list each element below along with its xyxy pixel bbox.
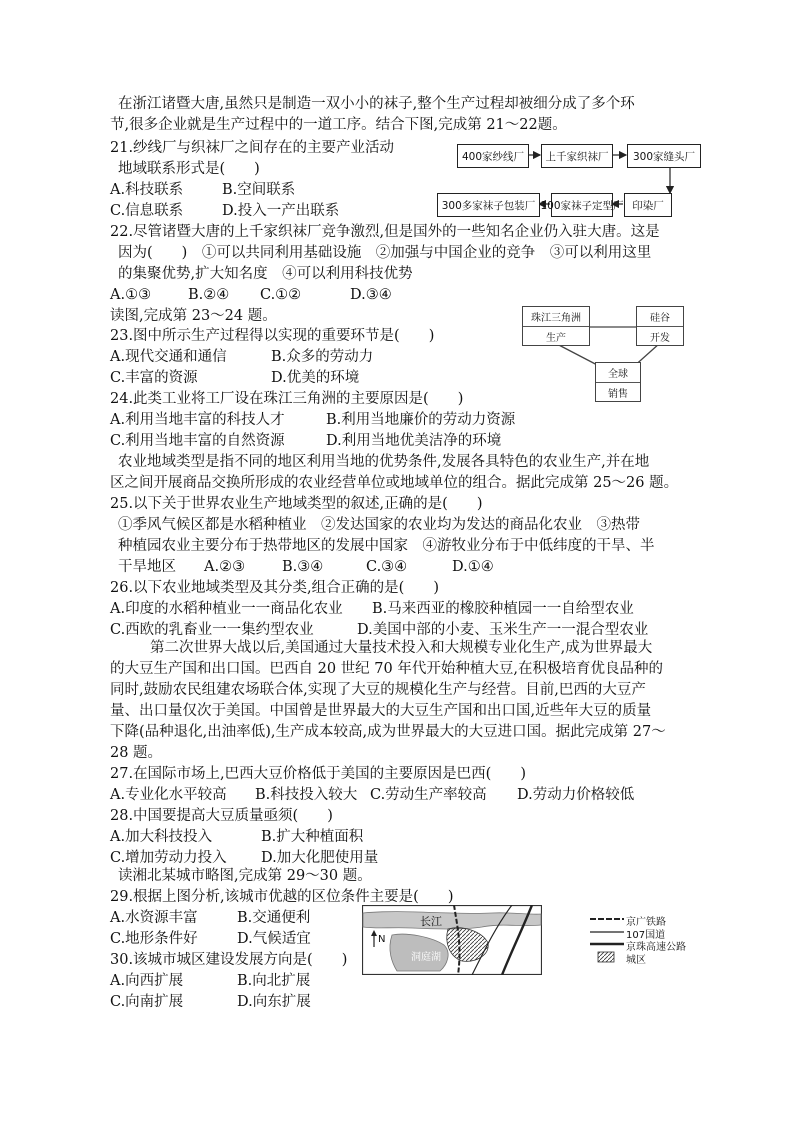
intro-29-30: 读湘北某城市略图,完成第 29～30 题。 bbox=[118, 868, 372, 884]
q22-option-c: C.①② bbox=[260, 287, 302, 303]
q21-option-d: D.投入一产出联系 bbox=[222, 203, 340, 219]
flow-box-yarn-factory: 400家纱线厂 bbox=[457, 144, 529, 168]
q28-option-d: D.加大化肥使用量 bbox=[261, 850, 379, 866]
q27-option-a: A.专业化水平较高 bbox=[110, 787, 227, 803]
q26-option-d: D.美国中部的小麦、玉米生产一一混合型农业 bbox=[357, 622, 649, 638]
flow-box-toe-sewing: 300家缝头厂 bbox=[627, 144, 701, 168]
q30-stem: 30.该城市城区建设发展方向是( ) bbox=[110, 952, 348, 968]
production-label: 生产 bbox=[523, 326, 589, 346]
q24-option-b: B.利用当地廉价的劳动力资源 bbox=[326, 412, 516, 428]
q21-option-c: C.信息联系 bbox=[110, 203, 184, 219]
q26-option-b: B.马来西亚的橡胶种植园一一自给型农业 bbox=[372, 601, 634, 617]
q25-statement-3: 干旱地区 bbox=[118, 559, 176, 575]
q25-statement-2: 种植园农业主要分布于热带地区的发展中国家 ④游牧业分布于中低纬度的干旱、半 bbox=[118, 538, 655, 554]
q22-stem-2: 因为( ) ①可以共同利用基础设施 ②加强与中国企业的竞争 ③可以利用这里 bbox=[118, 245, 652, 261]
map-lake-label: 洞庭湖 bbox=[411, 952, 441, 963]
global-label: 全球 bbox=[608, 369, 628, 380]
q26-stem: 26.以下农业地域类型及其分类,组合正确的是( ) bbox=[110, 580, 439, 596]
q23-option-c: C.丰富的资源 bbox=[110, 370, 198, 386]
sales-label: 销售 bbox=[596, 382, 640, 402]
box-pearl-river-delta bbox=[522, 306, 590, 346]
q22-option-b: B.②④ bbox=[188, 287, 230, 303]
q25-stem: 25.以下关于世界农业生产地域类型的叙述,正确的是( ) bbox=[110, 496, 483, 512]
q24-option-d: D.利用当地优美洁净的环境 bbox=[326, 433, 502, 449]
q29-option-b: B.交通便利 bbox=[237, 910, 311, 926]
legend-urban-area: 城区 bbox=[626, 955, 646, 966]
q30-option-b: B.向北扩展 bbox=[237, 973, 311, 989]
q23-option-d: D.优美的环境 bbox=[271, 370, 360, 386]
q26-option-c: C.西欧的乳畜业一一集约型农业 bbox=[110, 622, 314, 638]
q28-option-a: A.加大科技投入 bbox=[110, 829, 213, 845]
q21-option-b: B.空间联系 bbox=[222, 182, 296, 198]
q29-option-d: D.气候适宜 bbox=[237, 931, 311, 947]
intro-line-1: 在浙江诸暨大唐,虽然只是制造一双小小的袜子,整个生产过程却被细分成了多个环 bbox=[118, 96, 635, 112]
box-silicon-valley bbox=[636, 306, 684, 346]
q24-stem: 24.此类工业将工厂设在珠江三角洲的主要原因是( ) bbox=[110, 391, 464, 407]
q22-stem-1: 22.尽管诸暨大唐的上千家织袜厂竞争激烈,但是国外的一些知名企业仍入驻大唐。这是 bbox=[110, 224, 660, 240]
intro-27-28-line-1: 第二次世界大战以后,美国通过大量技术投入和大规模专业化生产,成为世界最大 bbox=[150, 640, 653, 656]
q30-option-c: C.向南扩展 bbox=[110, 994, 184, 1010]
q23-option-a: A.现代交通和通信 bbox=[110, 349, 227, 365]
intro-27-28-line-4: 量、出口量仅次于美国。中国曾是世界最大的大豆生产国和出口国,近些年大豆的质量 bbox=[110, 703, 652, 719]
box-global-sales bbox=[595, 362, 641, 402]
silicon-valley-label: 硅谷 bbox=[650, 313, 670, 324]
q25-option-a: A.②③ bbox=[204, 559, 246, 575]
q24-option-a: A.利用当地丰富的科技人才 bbox=[110, 412, 285, 428]
q25-statement-1: ①季风气候区都是水稻种植业 ②发达国家的农业均为发达的商品化农业 ③热带 bbox=[118, 517, 640, 533]
q27-stem: 27.在国际市场上,巴西大豆价格低于美国的主要原因是巴西( ) bbox=[110, 766, 526, 782]
city-map bbox=[362, 905, 542, 975]
north-arrow-label: N bbox=[378, 934, 386, 945]
q29-stem: 29.根据上图分析,该城市优越的区位条件主要是( ) bbox=[110, 889, 454, 905]
q21-option-a: A.科技联系 bbox=[110, 182, 184, 198]
q28-option-b: B.扩大种植面积 bbox=[261, 829, 364, 845]
intro-25-26-line-2: 区之间开展商品交换所形成的农业经营单位或地域单位的组合。据此完成第 25～26 题。 bbox=[110, 475, 679, 491]
legend-expressway: 京珠高速公路 bbox=[626, 942, 686, 953]
intro-27-28-line-6: 28 题。 bbox=[110, 745, 163, 761]
q24-option-c: C.利用当地丰富的自然资源 bbox=[110, 433, 285, 449]
q27-option-d: D.劳动力价格较低 bbox=[517, 787, 635, 803]
q22-option-d: D.③④ bbox=[350, 287, 392, 303]
legend-national-road: 107国道 bbox=[626, 930, 666, 941]
q27-option-b: B.科技投入较大 bbox=[255, 787, 358, 803]
q30-option-d: D.向东扩展 bbox=[237, 994, 311, 1010]
q22-option-a: A.①③ bbox=[110, 287, 152, 303]
q21-stem-2: 地域联系形式是( ) bbox=[118, 161, 260, 177]
q21-stem: 21.纱线厂与织袜厂之间存在的主要产业活动 bbox=[110, 140, 395, 156]
q25-option-d: D.①④ bbox=[452, 559, 494, 575]
intro-27-28-line-2: 的大豆生产国和出口国。巴西自 20 世纪 70 年代开始种植大豆,在积极培育优良品种的 bbox=[110, 661, 663, 677]
map-legend-symbols bbox=[588, 912, 628, 972]
flow-box-sock-factory: 上千家织袜厂 bbox=[541, 144, 613, 168]
flow-box-packaging: 300多家袜子包装厂 bbox=[437, 193, 540, 217]
intro-25-26-line-1: 农业地域类型是指不同的地区利用当地的优势条件,发展各具特色的农业生产,并在地 bbox=[118, 454, 650, 470]
intro-line-2: 节,很多企业就是生产过程中的一道工序。结合下图,完成第 21～22题。 bbox=[110, 117, 567, 133]
map-river-label: 长江 bbox=[420, 915, 442, 928]
q28-stem: 28.中国要提高大豆质量亟须( ) bbox=[110, 808, 333, 824]
development-label: 开发 bbox=[637, 326, 683, 346]
intro-23-24: 读图,完成第 23～24 题。 bbox=[110, 308, 277, 324]
q29-option-a: A.水资源丰富 bbox=[110, 910, 198, 926]
intro-27-28-line-5: 下降(品种退化,出油率低),生产成本较高,成为世界最大的大豆进口国。据此完成第 27～ bbox=[110, 724, 666, 740]
flow-box-shaping: 100家袜子定型厂 bbox=[551, 193, 613, 217]
q23-stem: 23.图中所示生产过程得以实现的重要环节是( ) bbox=[110, 328, 435, 344]
q25-option-c: C.③④ bbox=[366, 559, 408, 575]
flow-box-dyeing: 印染厂 bbox=[624, 193, 672, 217]
q29-option-c: C.地形条件好 bbox=[110, 931, 198, 947]
q25-option-b: B.③④ bbox=[282, 559, 324, 575]
q28-option-c: C.增加劳动力投入 bbox=[110, 850, 227, 866]
q27-option-c: C.劳动生产率较高 bbox=[370, 787, 487, 803]
intro-27-28-line-3: 同时,鼓励农民组建农场联合体,实现了大豆的规模化生产与经营。目前,巴西的大豆产 bbox=[110, 682, 646, 698]
q22-stem-3: 的集聚优势,扩大知名度 ④可以利用科技优势 bbox=[118, 266, 413, 282]
legend-railway: 京广铁路 bbox=[626, 917, 666, 928]
q26-option-a: A.印度的水稻种植业一一商品化农业 bbox=[110, 601, 343, 617]
pearl-river-delta-label: 珠江三角洲 bbox=[531, 313, 581, 324]
q30-option-a: A.向西扩展 bbox=[110, 973, 184, 989]
q23-option-b: B.众多的劳动力 bbox=[271, 349, 374, 365]
